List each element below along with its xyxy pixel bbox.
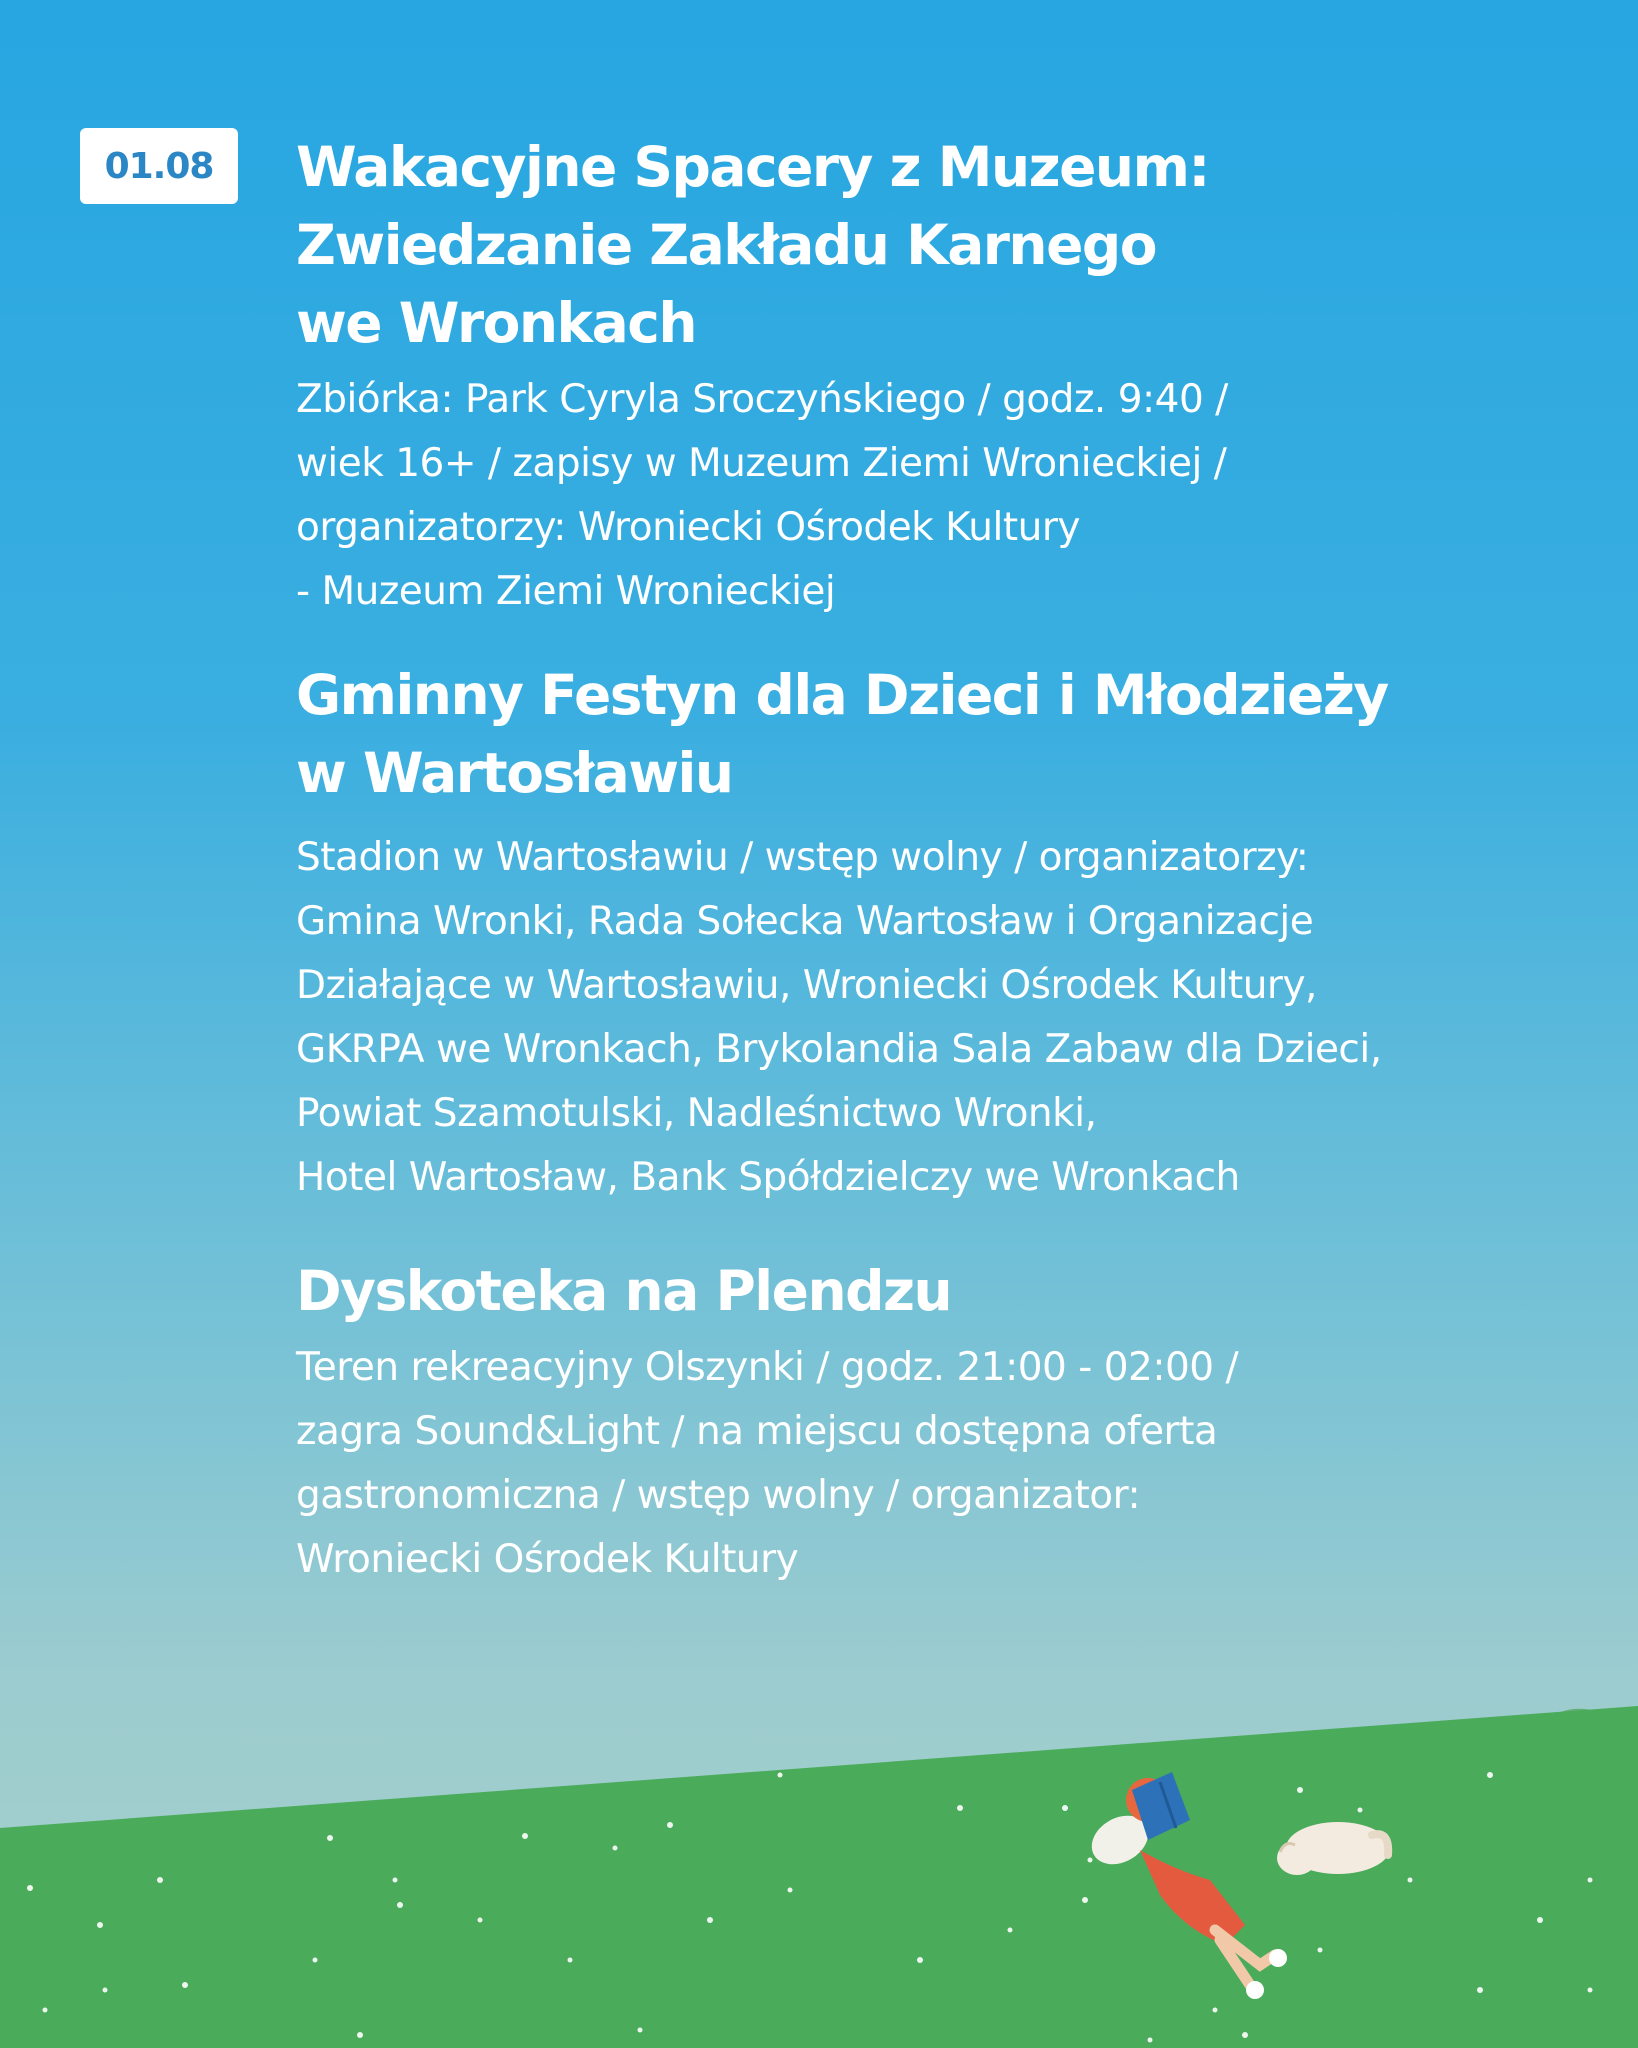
date-badge: 01.08 (80, 128, 238, 204)
event-title: Wakacyjne Spacery z Muzeum: Zwiedzanie Zakładu Karnego we Wronkach (296, 135, 1209, 355)
event-details: Stadion w Wartosławiu / wstęp wolny / organizatorzy: Gmina Wronki, Rada Sołecka Wartosław i Organizacje Działające w Wartosławiu, Wroniecki Ośrodek Kultury, GKRPA we Wronkach, Brykolandia Sala Zabaw dla Dzieci, Powiat Szamotulski, Nadleśnictwo Wronki, Hotel Wartosław, Bank Spółdzielczy we Wronkach (296, 835, 1382, 1200)
grass-field (0, 1706, 1638, 2048)
event-title: Dyskoteka na Plendzu (296, 1259, 952, 1323)
event-title: Gminny Festyn dla Dzieci i Młodzieży w Wartosławiu (296, 663, 1388, 805)
event-details: Zbiórka: Park Cyryla Sroczyńskiego / godz. 9:40 / wiek 16+ / zapisy w Muzeum Ziemi Wronieckiej / organizatorzy: Wroniecki Ośrodek Kultury - Muzeum Ziemi Wronieckiej (296, 377, 1228, 614)
event-details: Teren rekreacyjny Olszynki / godz. 21:00 - 02:00 / zagra Sound&Light / na miejscu dostępna oferta gastronomiczna / wstęp wolny / organizator: Wroniecki Ośrodek Kultury (296, 1345, 1239, 1582)
